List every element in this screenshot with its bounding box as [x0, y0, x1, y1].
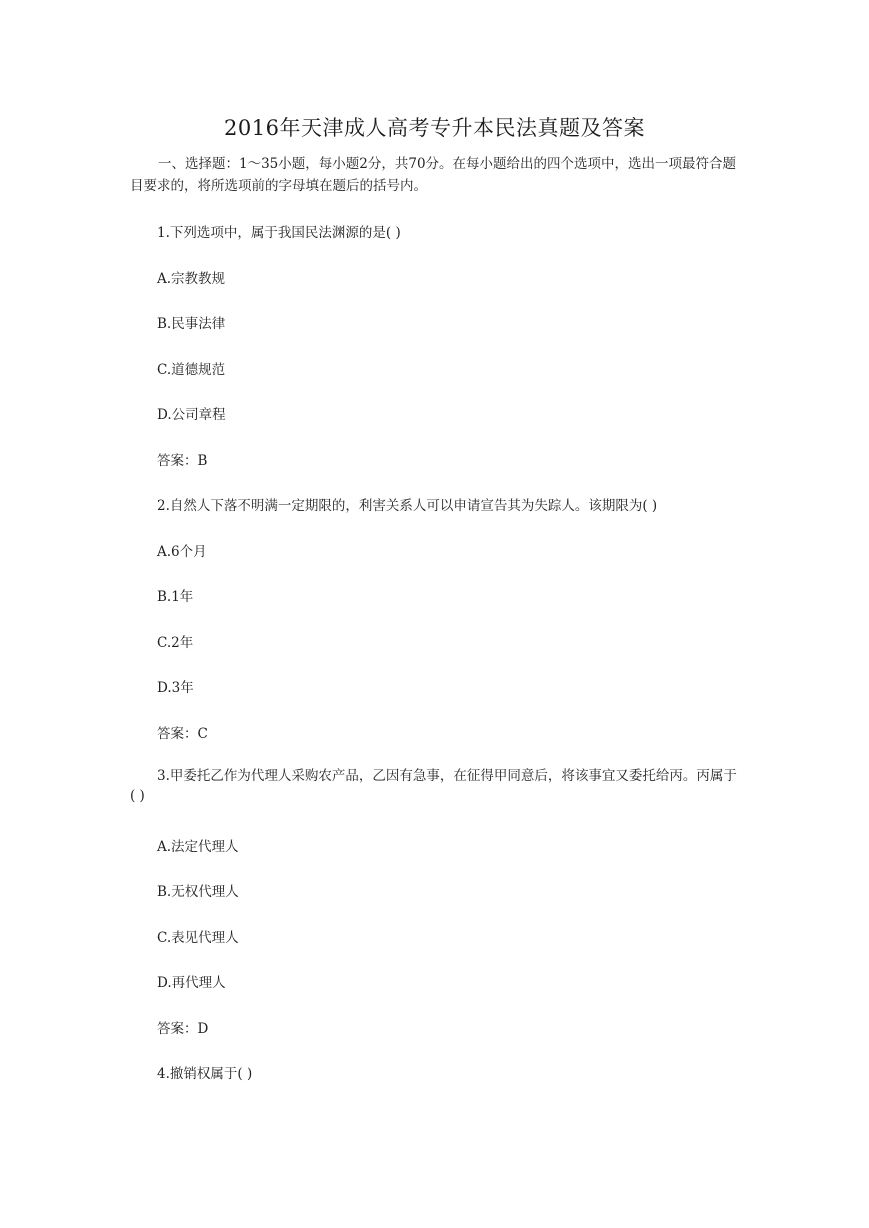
option-c: C.2年 — [157, 635, 194, 651]
page-title: 2016年天津成人高考专升本民法真题及答案 — [224, 116, 645, 140]
option-a: A.6个月 — [157, 544, 207, 560]
option-b: B.无权代理人 — [157, 884, 239, 900]
question-stem: 2.自然人下落不明满一定期限的，利害关系人可以申请宣告其为失踪人。该期限为( ) — [157, 498, 658, 514]
question-stem: 1.下列选项中，属于我国民法渊源的是( ) — [157, 225, 401, 241]
option-d: D.公司章程 — [157, 407, 226, 423]
question-stem: 4.撤销权属于( ) — [157, 1066, 253, 1082]
answer: 答案：C — [157, 726, 208, 742]
option-a: A.法定代理人 — [157, 839, 239, 855]
question-stem: 3.甲委托乙作为代理人采购农产品，乙因有急事，在征得甲同意后，将该事宜又委托给丙。丙属于( ) — [130, 768, 737, 804]
option-d: D.3年 — [157, 680, 194, 696]
option-b: B.1年 — [157, 589, 194, 605]
option-b: B.民事法律 — [157, 316, 226, 332]
section-intro: 一、选择题：1～35小题，每小题2分，共70分。在每小题给出的四个选项中，选出一项最符合题目要求的，将所选项前的字母填在题后的括号内。 — [130, 156, 737, 194]
option-a: A.宗教教规 — [157, 271, 226, 287]
option-d: D.再代理人 — [157, 975, 226, 991]
option-c: C.道德规范 — [157, 362, 226, 378]
answer: 答案：B — [157, 453, 208, 469]
option-c: C.表见代理人 — [157, 930, 239, 946]
answer: 答案：D — [157, 1021, 209, 1037]
